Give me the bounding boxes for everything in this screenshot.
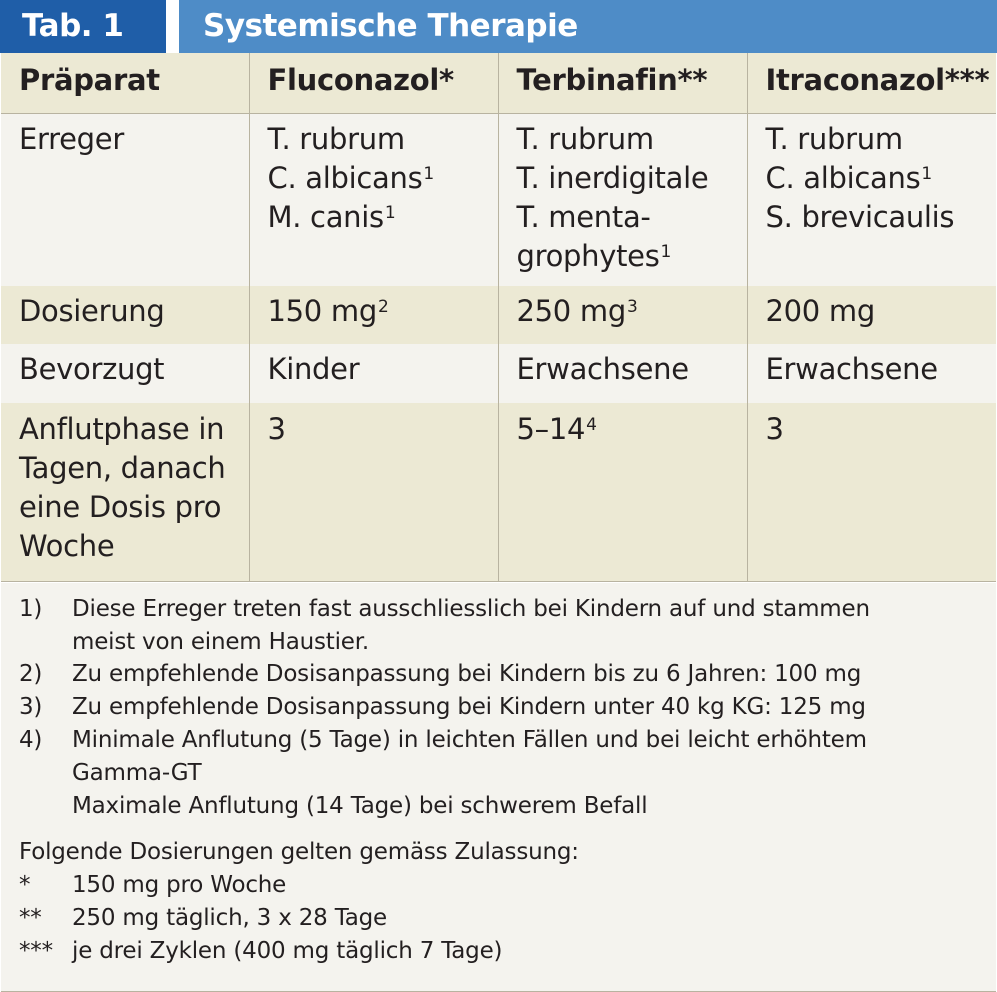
row-label: Tagen, danach — [19, 451, 226, 485]
dosage-mark: *** — [19, 938, 53, 964]
cell-text: S. brevicaulis — [765, 199, 955, 234]
cell-text: Kinder — [267, 352, 360, 386]
footnote-ref: 3 — [626, 297, 638, 317]
table-cell — [498, 113, 747, 286]
cell-line — [766, 159, 997, 198]
table-cell — [249, 113, 498, 286]
table-cell — [498, 344, 747, 403]
cell-text: grophytes — [516, 238, 660, 273]
table-cell — [747, 403, 996, 581]
table-cell — [498, 403, 747, 581]
therapy-table — [1, 53, 996, 582]
table-cell — [249, 286, 498, 344]
footnote-number: 3) — [19, 694, 43, 720]
footnote-ref: 4 — [586, 415, 597, 435]
cell-line — [766, 350, 997, 389]
cell-line — [766, 292, 997, 331]
table-cell — [747, 113, 996, 286]
table-row-erreger — [1, 113, 996, 286]
dosage-text: je drei Zyklen (400 mg täglich 7 Tage) — [72, 938, 503, 964]
footnote-number: 4) — [19, 727, 43, 753]
footnote-text: Zu empfehlende Dosisanpassung bei Kindern unter 40 kg KG: 125 mg — [72, 694, 866, 720]
footnote-number: 1) — [19, 596, 43, 622]
cell-line — [766, 198, 997, 237]
cell-line — [268, 120, 498, 159]
table-row-dosierung — [1, 286, 996, 344]
table-row-bevorzugt — [1, 344, 996, 403]
cell-line — [517, 350, 747, 389]
cell-line — [268, 198, 498, 237]
cell-text: 5–14 — [516, 412, 586, 446]
cell-line — [268, 292, 498, 331]
cell-text: Erwachsene — [765, 352, 938, 386]
cell-line — [766, 120, 997, 159]
cell-line — [268, 159, 498, 198]
cell-text: C. albicans — [765, 160, 921, 195]
cell-text: 3 — [267, 412, 286, 446]
cell-text: T. inerdigitale — [516, 160, 709, 195]
dosage-text: 150 mg pro Woche — [72, 872, 287, 898]
cell-text: M. canis — [267, 199, 384, 234]
cell-text: 250 mg — [516, 294, 626, 328]
cell-line — [517, 410, 747, 449]
table-cell — [747, 286, 996, 344]
cell-text: C. albicans — [267, 160, 423, 195]
footnote-text: Diese Erreger treten fast ausschliesslich bei Kindern auf und stammen — [72, 596, 870, 622]
cell-text: T. menta- — [516, 199, 651, 234]
table-header-row — [1, 53, 996, 113]
row-label: Dosierung — [19, 294, 165, 328]
row-label: Woche — [19, 529, 115, 563]
cell-line — [268, 350, 498, 389]
cell-text: 200 mg — [765, 294, 875, 328]
cell-line — [517, 159, 747, 198]
footnote-text: meist von einem Haustier. — [72, 629, 369, 655]
cell-line — [766, 410, 997, 449]
cell-text: 150 mg — [267, 294, 377, 328]
dosage-mark: ** — [19, 905, 42, 931]
cell-line — [517, 237, 747, 276]
footnote-number: 2) — [19, 661, 43, 687]
table-cell — [249, 344, 498, 403]
dosage-mark: * — [19, 872, 31, 898]
footnote-ref: 1 — [423, 163, 434, 184]
table-cell — [747, 344, 996, 403]
row-label: Anflutphase in — [19, 412, 225, 446]
table-header — [0, 0, 997, 53]
cell-text: T. rubrum — [765, 121, 903, 156]
table-notes — [1, 583, 996, 992]
dosage-note-intro: Folgende Dosierungen gelten gemäss Zulassung: — [19, 839, 579, 865]
table-cell — [498, 286, 747, 344]
dosage-text: 250 mg täglich, 3 x 28 Tage — [72, 905, 387, 931]
cell-line — [517, 292, 747, 331]
row-label-cell — [1, 286, 249, 344]
cell-text: 3 — [765, 412, 784, 446]
footnote-text: Zu empfehlende Dosisanpassung bei Kindern bis zu 6 Jahren: 100 mg — [72, 661, 862, 687]
row-label-cell — [1, 113, 249, 286]
column-header-fluconazol: Fluconazol* — [249, 53, 498, 113]
row-label: Bevorzugt — [19, 352, 165, 386]
footnote-ref: 2 — [377, 297, 389, 317]
row-label: Erreger — [19, 121, 124, 156]
column-header-terbinafin: Terbinafin** — [498, 53, 747, 113]
table-title: Systemische Therapie — [179, 0, 997, 53]
cell-line — [517, 120, 747, 159]
cell-text: T. rubrum — [267, 121, 405, 156]
cell-text: T. rubrum — [516, 121, 654, 156]
footnote-ref: 1 — [384, 202, 396, 223]
cell-line — [517, 198, 747, 237]
footnote-text: Minimale Anflutung (5 Tage) in leichten Fällen und bei leicht erhöhtem — [72, 727, 867, 753]
table-row-anflutphase — [1, 403, 996, 581]
footnote-text: Gamma-GT — [72, 760, 202, 786]
cell-text: Erwachsene — [516, 352, 689, 386]
cell-line — [268, 410, 498, 449]
footnote-ref: 1 — [921, 163, 932, 184]
table-number-label: Tab. 1 — [0, 0, 166, 53]
row-label: eine Dosis pro — [19, 490, 222, 524]
row-label-cell — [1, 344, 249, 403]
table-cell — [249, 403, 498, 581]
column-header-praeparat: Präparat — [1, 53, 249, 113]
row-label-cell — [1, 403, 249, 581]
footnote-text: Maximale Anflutung (14 Tage) bei schwerem Befall — [72, 793, 648, 819]
footnote-ref: 1 — [660, 241, 672, 262]
column-header-itraconazol: Itraconazol*** — [747, 53, 996, 113]
